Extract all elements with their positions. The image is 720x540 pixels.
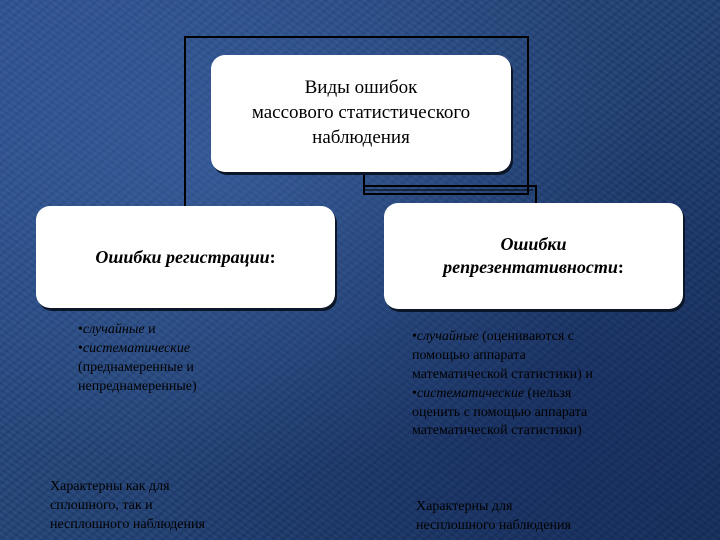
bullet: • <box>78 340 83 356</box>
list-item-text: помощью аппарата <box>412 347 526 363</box>
root-node-title <box>252 76 470 150</box>
footer-line: несплошного наблюдения <box>50 516 205 532</box>
item-random: случайные <box>82 322 145 337</box>
registration-errors-box <box>36 206 335 308</box>
item-systematic: систематические <box>82 340 191 356</box>
bullet: • <box>78 322 83 337</box>
footer-line: Характерны для <box>416 499 513 514</box>
bullet: • <box>412 329 417 344</box>
root-title-line-2: массового статистического <box>251 102 471 124</box>
registration-errors-title <box>95 247 275 268</box>
registration-errors-colon: : <box>269 246 276 267</box>
footer-line: Характерны как для <box>50 479 170 494</box>
representativeness-title-line-2: репрезентативности <box>443 257 618 277</box>
item-random-suffix: (оцениваются с <box>478 329 575 344</box>
connector-right <box>364 172 536 203</box>
list-item <box>78 340 258 359</box>
root-node-box <box>211 55 511 172</box>
list-item-text: непреднамеренные) <box>78 378 197 394</box>
list-item <box>78 321 258 340</box>
root-title-line-1: Виды ошибок <box>304 77 418 99</box>
representativeness-errors-box <box>384 203 683 309</box>
footer-line: несплошного наблюдения <box>416 517 571 533</box>
list-item <box>412 385 662 404</box>
representativeness-title-line-1: Ошибки <box>500 233 567 254</box>
item-random: случайные <box>416 329 479 344</box>
footer-line: сплошного, так и <box>50 497 153 513</box>
representativeness-errors-list <box>412 328 662 441</box>
list-item-text: математической статистики) и <box>412 366 593 382</box>
root-title-line-3: наблюдения <box>312 126 410 148</box>
list-item-text: математической статистики) <box>412 423 582 439</box>
representativeness-colon: : <box>617 257 624 277</box>
item-random-suffix: и <box>144 322 156 337</box>
bullet: • <box>412 385 417 401</box>
list-item <box>412 328 662 347</box>
registration-errors-label: Ошибки регистрации <box>95 246 270 267</box>
representativeness-errors-footer <box>416 498 646 536</box>
list-item-text: (преднамеренные и <box>78 359 194 375</box>
list-item-text: оценить с помощью аппарата <box>412 404 588 420</box>
item-systematic-suffix: (нельзя <box>524 385 572 401</box>
representativeness-errors-title <box>443 233 624 280</box>
registration-errors-footer <box>50 478 280 535</box>
item-systematic: систематические <box>416 385 525 401</box>
registration-errors-list <box>78 321 258 397</box>
